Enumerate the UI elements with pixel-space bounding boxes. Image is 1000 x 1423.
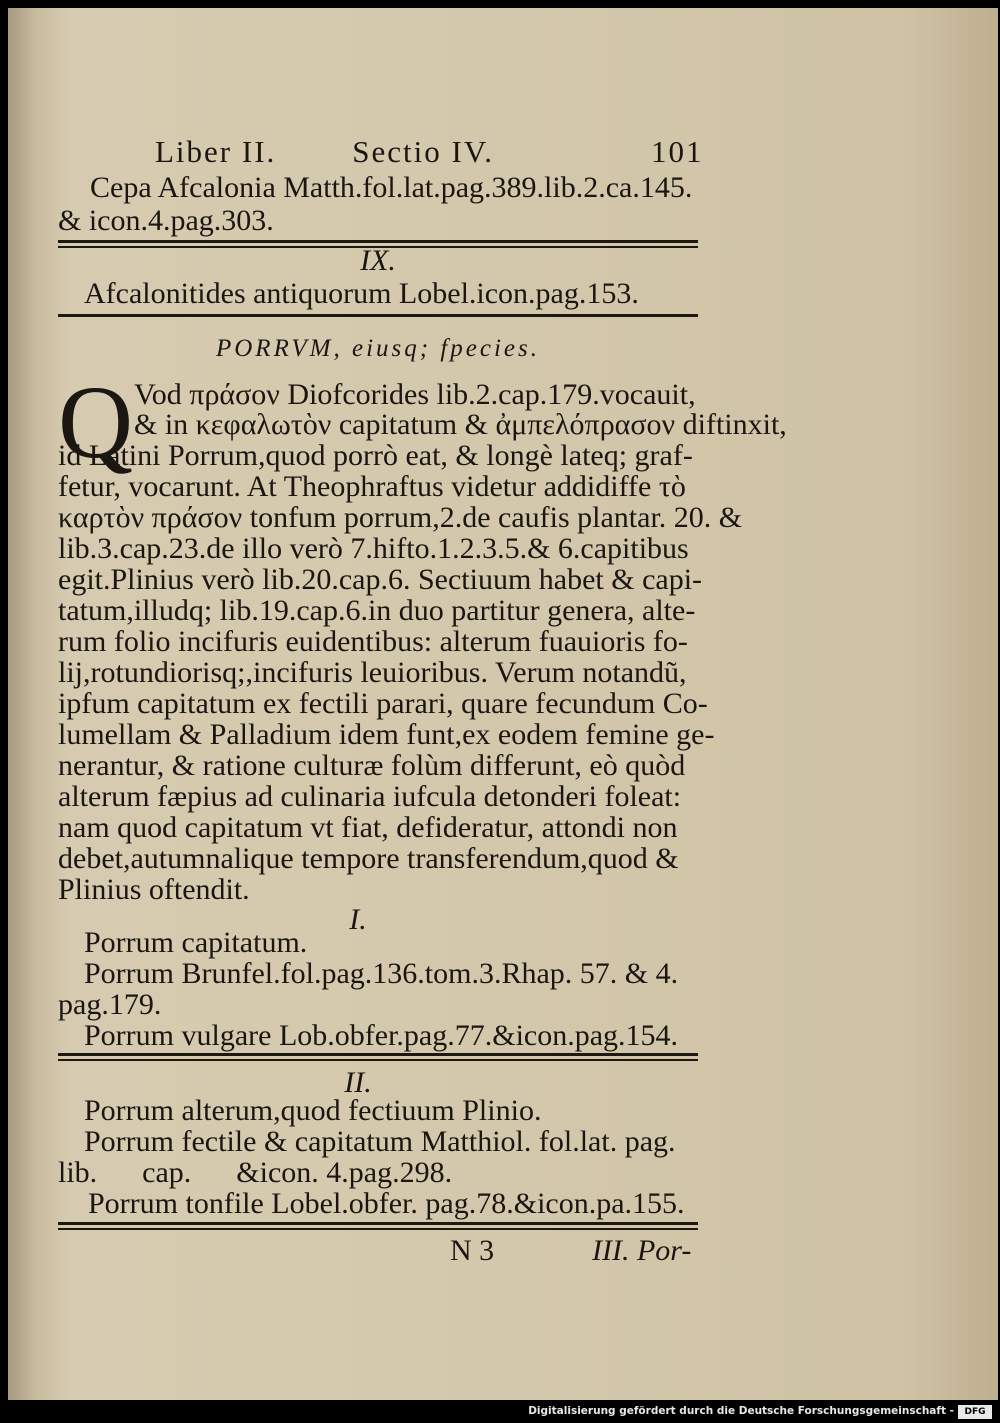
drop-capital: Q bbox=[58, 365, 134, 480]
text-line: lib. cap. &icon. 4.pag.298. bbox=[58, 1156, 453, 1189]
text-line: Porrum vulgare Lob.obfer.pag.77.&icon.pag.154. bbox=[84, 1019, 679, 1052]
text-line: lib.3.cap.23.de illo verò 7.hifto.1.2.3.5.& 6.capitibus bbox=[58, 532, 689, 565]
section-numeral: I. bbox=[349, 903, 367, 936]
section-numeral: II. bbox=[344, 1066, 372, 1099]
catchword: III. Por- bbox=[592, 1234, 692, 1267]
text-line: nerantur, & ratione culturæ folùm differunt, eò quòd bbox=[58, 749, 686, 782]
book-page bbox=[8, 8, 998, 1400]
text-line: debet,autumnalique tempore transferendum,quod & bbox=[58, 842, 679, 875]
signature-mark: N 3 bbox=[450, 1234, 495, 1267]
text-line: lij,rotundiorisq;,incifuris leuioribus. Verum notandũ, bbox=[58, 656, 687, 689]
page-number: 101 bbox=[651, 134, 704, 169]
divider-rule bbox=[58, 1053, 698, 1056]
section-heading: PORRVM, eiusq; fpecies. bbox=[215, 335, 541, 362]
text-line: Porrum Brunfel.fol.pag.136.tom.3.Rhap. 57. & 4. bbox=[84, 957, 679, 990]
text-line: Porrum alterum,quod fectiuum Plinio. bbox=[84, 1094, 542, 1127]
divider-rule bbox=[58, 1222, 698, 1225]
divider-rule bbox=[58, 314, 698, 317]
funding-credit: Digitalisierung gefördert durch die Deutsche Forschungsgemeinschaft - bbox=[528, 1405, 954, 1417]
text-line: ipfum capitatum ex fectili parari, quare fecundum Co- bbox=[58, 687, 708, 720]
divider-rule bbox=[58, 240, 698, 243]
text-line: pag.179. bbox=[58, 988, 162, 1021]
text-line: egit.Plinius verò lib.20.cap.6. Sectiuum habet & capi- bbox=[58, 563, 703, 596]
text-line: καρτὸν πράσον tonfum porrum,2.de caufis plantar. 20. & bbox=[58, 501, 743, 534]
text-line: Porrum fectile & capitatum Matthiol. fol.lat. pag. bbox=[84, 1125, 676, 1158]
text-line: nam quod capitatum vt fiat, defideratur, attondi non bbox=[58, 811, 678, 844]
header-liber: Liber II. bbox=[155, 134, 277, 169]
text-line: id Latini Porrum,quod porrò eat, & longè lateq; graf- bbox=[58, 439, 693, 472]
text-line: tatum,illudq; lib.19.cap.6.in duo partitur genera, alte- bbox=[58, 594, 696, 627]
text-line: & icon.4.pag.303. bbox=[58, 204, 274, 237]
divider-rule bbox=[58, 1059, 698, 1061]
text-line: Cepa Afcalonia Matth.fol.lat.pag.389.lib.2.ca.145. bbox=[90, 171, 693, 204]
text-line: alterum fæpius ad culinaria iufcula detonderi foleat: bbox=[58, 780, 682, 813]
text-line: fetur, vocarunt. At Theophraftus videtur addidiffe τὸ bbox=[58, 470, 686, 503]
header-sectio: Sectio IV. bbox=[352, 134, 494, 169]
text-line: Vod πράσον Diofcorides lib.2.cap.179.vocauit, bbox=[134, 378, 696, 411]
text-line: Plinius oftendit. bbox=[58, 873, 250, 906]
text-line: rum folio incifuris euidentibus: alterum fuauioris fo- bbox=[58, 625, 688, 658]
text-line: Porrum tonfile Lobel.obfer. pag.78.&icon.pa.155. bbox=[88, 1187, 685, 1220]
dfg-logo: DFG bbox=[958, 1405, 992, 1419]
text-line: Afcalonitides antiquorum Lobel.icon.pag.153. bbox=[84, 277, 639, 310]
text-line: lumellam & Palladium idem funt,ex eodem femine ge- bbox=[58, 718, 715, 751]
text-line: & in κεφαλωτὸν capitatum & ἀμπελόπρασον diftinxit, bbox=[134, 408, 787, 441]
divider-rule bbox=[58, 1228, 698, 1230]
running-header bbox=[155, 134, 704, 169]
text-line: Porrum capitatum. bbox=[84, 926, 308, 959]
section-numeral: IX. bbox=[360, 244, 396, 277]
